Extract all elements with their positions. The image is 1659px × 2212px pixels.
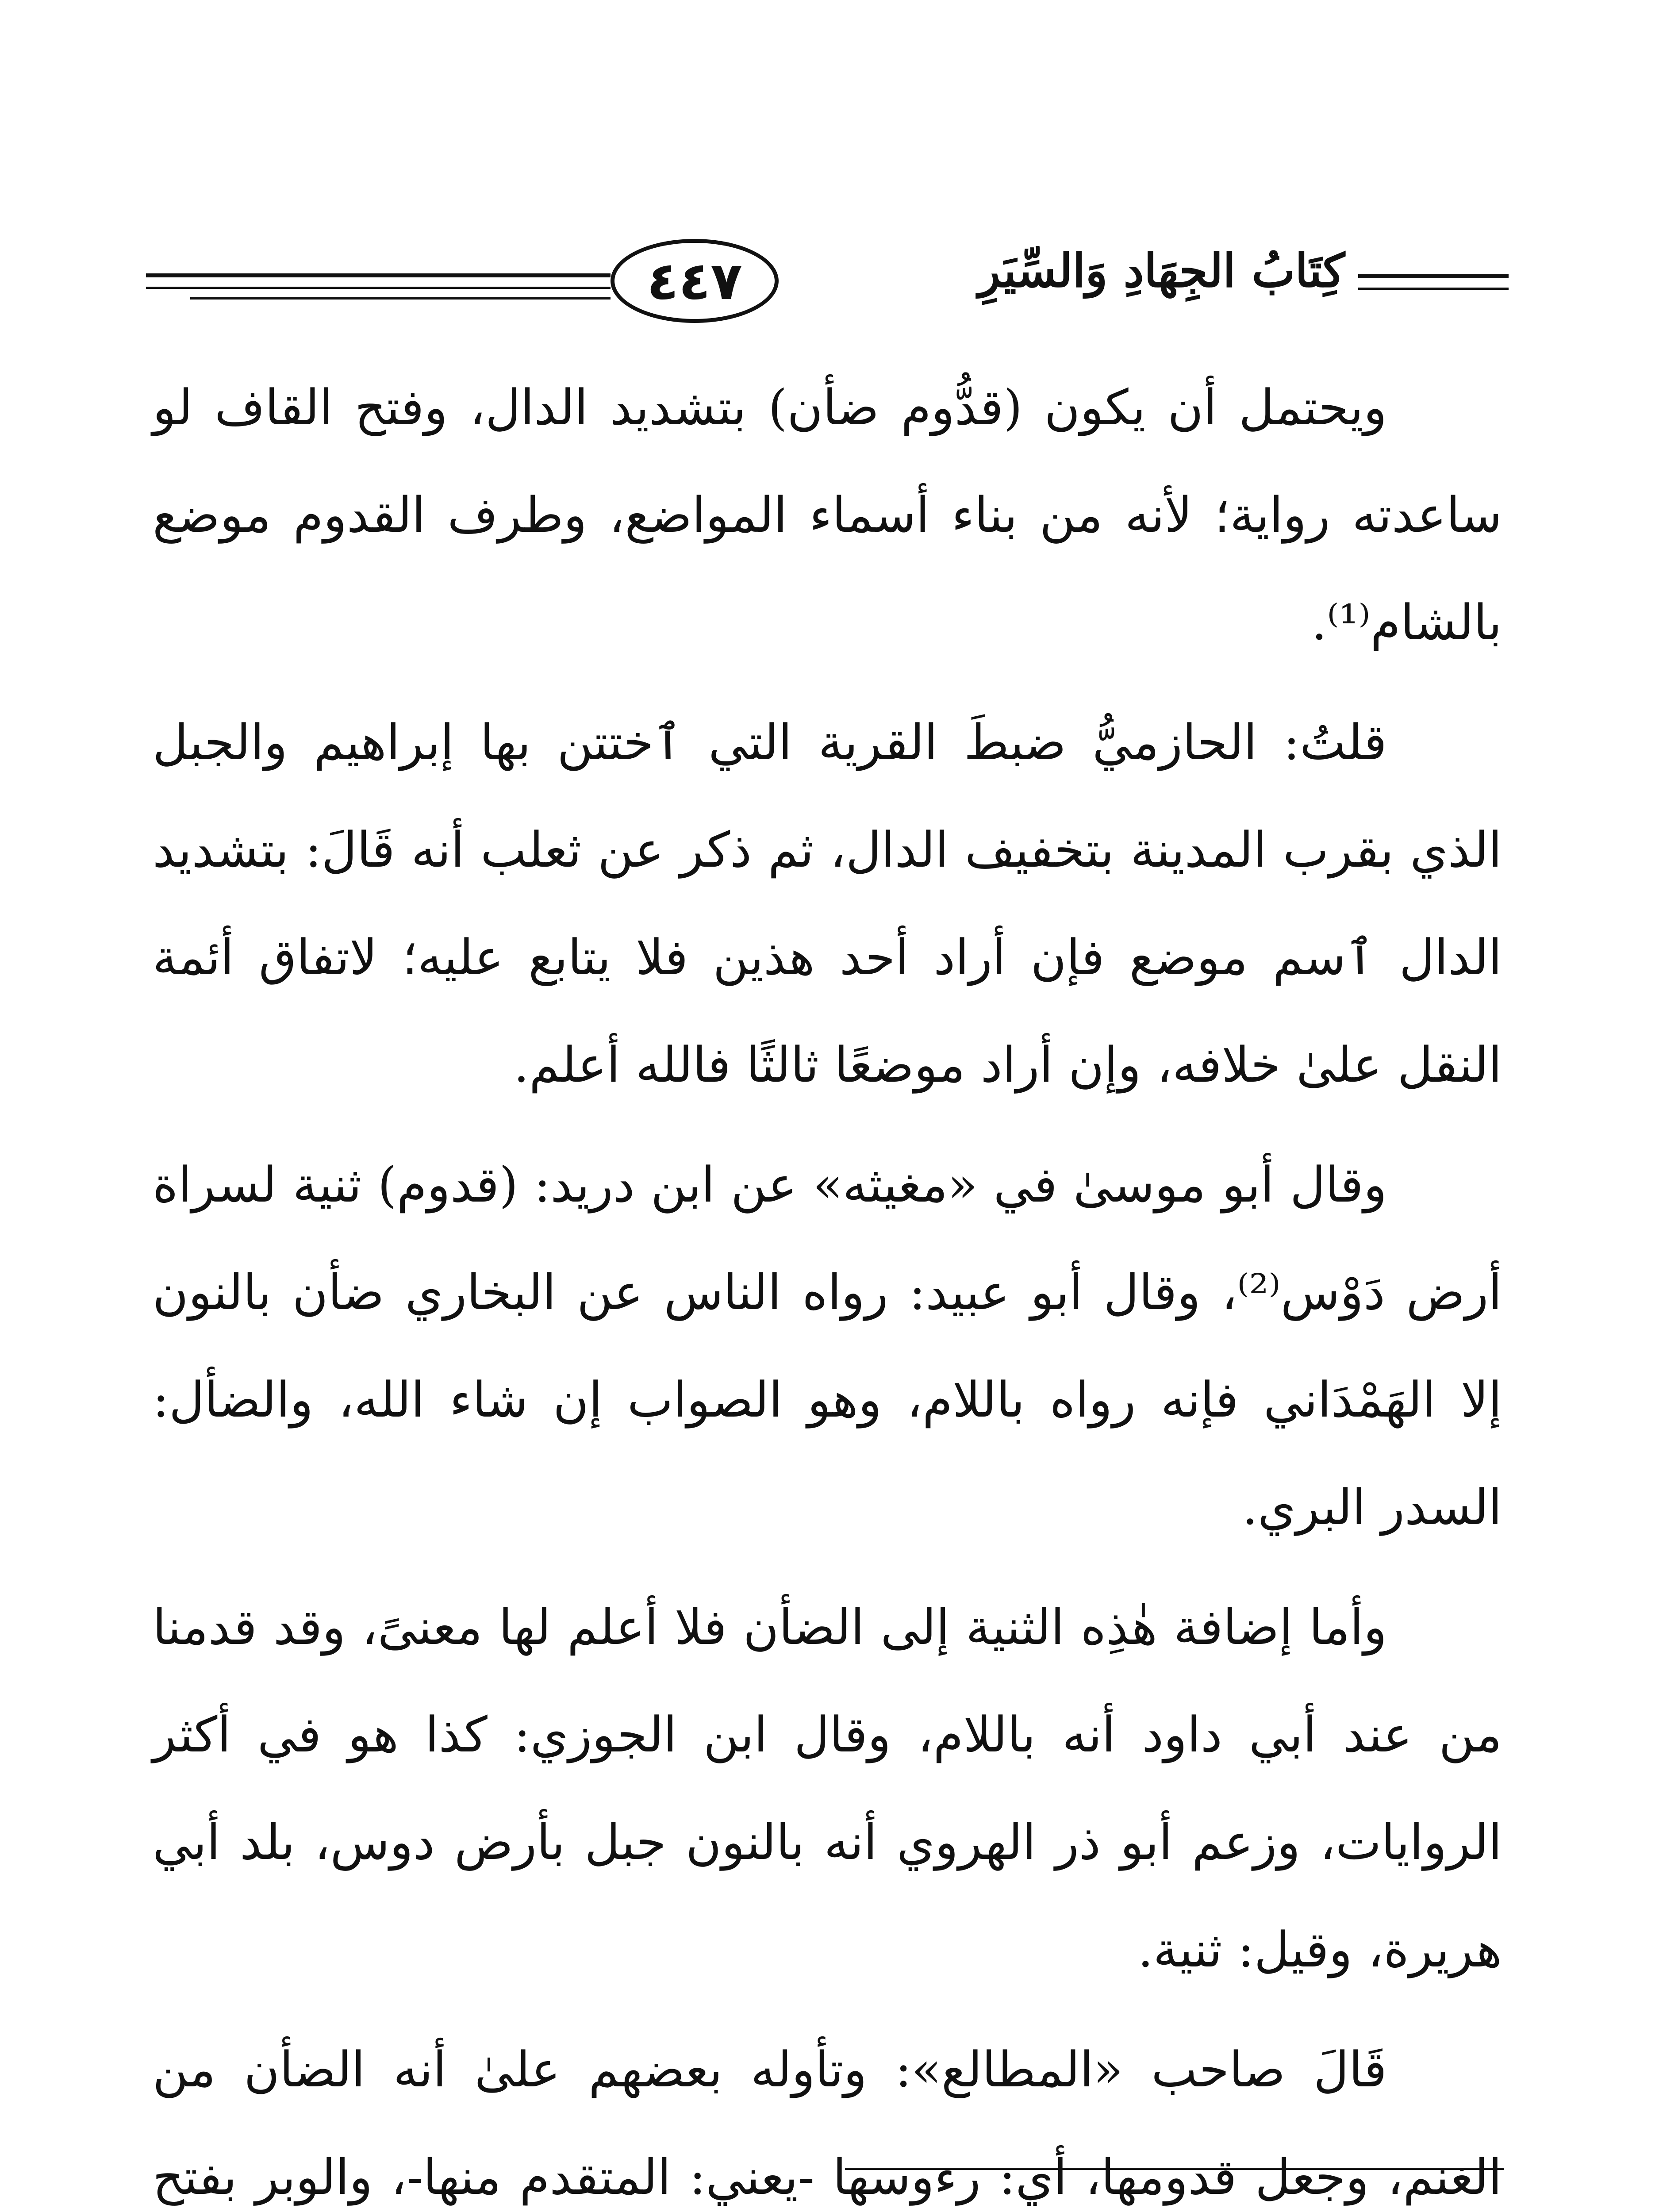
header-rule	[190, 297, 611, 300]
header-rule	[146, 273, 611, 277]
header-rule	[1358, 274, 1509, 278]
page-number: ٤٤٧	[646, 250, 743, 311]
paragraph: قَالَ صاحب «المطالع»: وتأوله بعضهم علىٰ أنه الضأن من الغنم، وجعل قدومها، أي: رءوسها -يعني: المتقدم منها-، والوبر بفتح	[153, 2041, 1502, 2205]
paragraph: ويحتمل أن يكون (قدُّوم ضأن) بتشديد الدال، وفتح القاف لو ساعدته رواية؛ لأنه من بناء أسماء المواضع، وطرف القدوم موضع بالشام⁽¹⁾.	[153, 379, 1502, 651]
footnotes	[153, 2194, 1502, 2212]
running-header	[146, 239, 1509, 327]
footnote-separator	[845, 2168, 1504, 2170]
main-text	[153, 354, 1502, 2212]
footnote	[153, 2194, 1502, 2212]
footnote-number	[1413, 2194, 1502, 2212]
page-number-badge	[611, 239, 779, 323]
header-rule	[146, 287, 611, 289]
header-rule	[1358, 288, 1509, 290]
paragraph: وقال أبو موسىٰ في «مغيثه» عن ابن دريد: (قدوم) ثنية لسراة أرض دَوْس⁽²⁾، وقال أبو عبيد: رواه الناس عن البخاري ضأن بالنون إلا الهَمْدَاني فإنه رواه باللام، وهو الصواب إن شاء الله، والضأل: السدر البري.	[153, 1156, 1502, 1536]
paragraph: قلتُ: الحازميُّ ضبطَ القرية التي ٱختتن بها إبراهيم والجبل الذي بقرب المدينة بتخفيف الدال، ثم ذكر عن ثعلب أنه قَالَ: بتشديد الدال ٱسم موضع فإن أراد أحد هذين فلا يتابع عليه؛ لاتفاق أئمة النقل علىٰ خلافه، وإن أراد موضعًا ثالثًا فالله أعلم.	[153, 714, 1502, 1093]
paragraph: وأما إضافة هٰذِه الثنية إلى الضأن فلا أعلم لها معنىً، وقد قدمنا من عند أبي داود أنه باللام، وقال ابن الجوزي: كذا هو في أكثر الروايات، وزعم أبو ذر الهروي أنه بالنون جبل بأرض دوس، بلد أبي هريرة، وقيل: ثنية.	[153, 1599, 1502, 1978]
running-title: كِتَابُ الجِهَادِ وَالسِّيَرِ	[978, 243, 1345, 298]
